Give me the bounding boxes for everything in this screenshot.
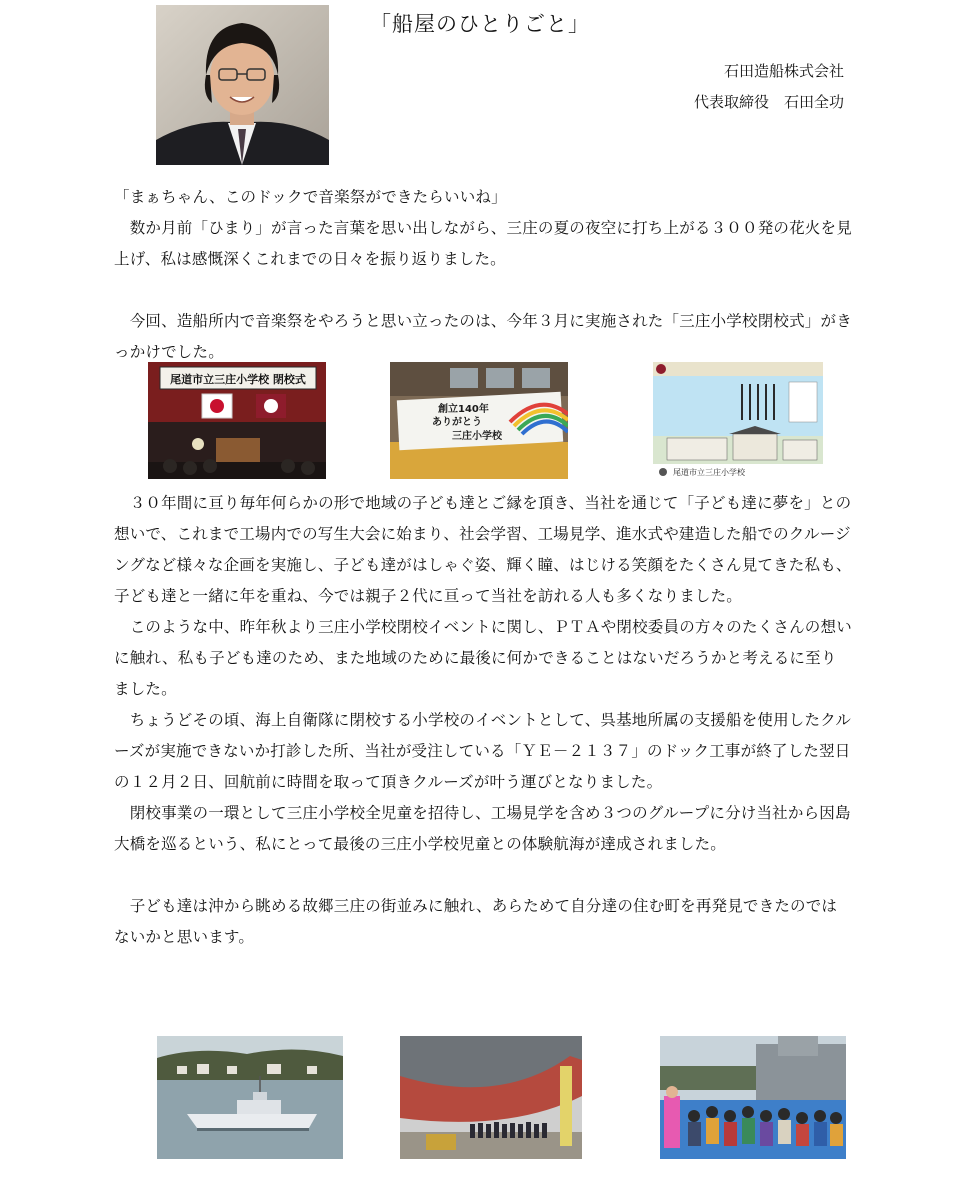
closing-ceremony-photo bbox=[148, 362, 326, 479]
support-ship-photo bbox=[157, 1036, 343, 1159]
article-body-main bbox=[114, 488, 852, 953]
paragraph-idea: 今回、造船所内で音楽祭をやろうと思い立ったのは、今年３月に実施された「三庄小学校閉校式」がきっかけでした。 bbox=[114, 312, 852, 361]
company-name: 石田造船株式会社 bbox=[723, 62, 844, 80]
sign-text-line1: 創立140年 bbox=[438, 404, 489, 415]
paragraph-navy-cruise: ちょうどその頃、海上自衛隊に閉校する小学校のイベントとして、呉基地所属の支援船を使用したクルーズが実施できないか打診した所、当社が受注している「ＹＥ－２１３７」のドック工事が終了した翌日の１２月２日、回航前に時間を取って頂きクルーズが叶う運びとなりました。 bbox=[114, 711, 852, 791]
ceremony-banner-text: 尾道市立三庄小学校 閉校式 bbox=[170, 373, 306, 386]
article-title: 「船屋のひとりごと」 bbox=[370, 12, 590, 36]
paragraph-pta: このような中、昨年秋より三庄小学校閉校イベントに関し、ＰＴＡや閉校委員の方々のたくさんの想いに触れ、私も子ども達のため、また地域のために最後に何かできることはないだろうかと考えるに至りました。 bbox=[114, 618, 852, 698]
paragraph-quote: 「まぁちゃん、このドックで音楽祭ができたらいいね」 bbox=[114, 188, 507, 206]
sign-text-line3: 三庄小学校 bbox=[452, 431, 502, 442]
paragraph-closing-event: 閉校事業の一環として三庄小学校全児童を招待し、工場見学を含め３つのグループに分け当社から因島大橋を巡るという、私にとって最後の三庄小学校児童との体験航海が達成されました。 bbox=[114, 804, 851, 853]
dock-group-photo bbox=[400, 1036, 582, 1159]
author-name: 代表取締役 石田全功 bbox=[693, 93, 844, 111]
article-body-intro bbox=[114, 182, 852, 368]
sign-text-line2: ありがとう bbox=[432, 417, 482, 428]
school-sign-photo bbox=[390, 362, 568, 479]
paragraph-thirty-years: ３０年間に亘り毎年何らかの形で地域の子ども達とご縁を頂き、当社を通じて「子ども達に夢を」との想いで、これまで工場内での写生大会に始まり、社会学習、工場見学、進水式や建造した船でのクルージングなど様々な企画を実施し、子ども達がはしゃぐ姿、輝く瞳、はじける笑顔をたくさん見てきた私も、子ども達と一緒に年を重ね、今では親子２代に亘って当社を訪れる人も多くなりました。 bbox=[114, 494, 852, 605]
children-group-photo bbox=[660, 1036, 846, 1159]
author-portrait-photo bbox=[156, 5, 329, 165]
school-pamphlet-photo bbox=[653, 362, 823, 479]
paragraph-fireworks: 数か月前「ひまり」が言った言葉を思い出しながら、三庄の夏の夜空に打ち上がる３００発の花火を見上げ、私は感慨深くこれまでの日々を振り返りました。 bbox=[114, 219, 852, 268]
pamphlet-caption: 尾道市立三庄小学校 bbox=[673, 468, 745, 477]
paragraph-rediscovery: 子ども達は沖から眺める故郷三庄の街並みに触れ、あらためて自分達の住む町を再発見できたのではないかと思います。 bbox=[114, 897, 838, 946]
